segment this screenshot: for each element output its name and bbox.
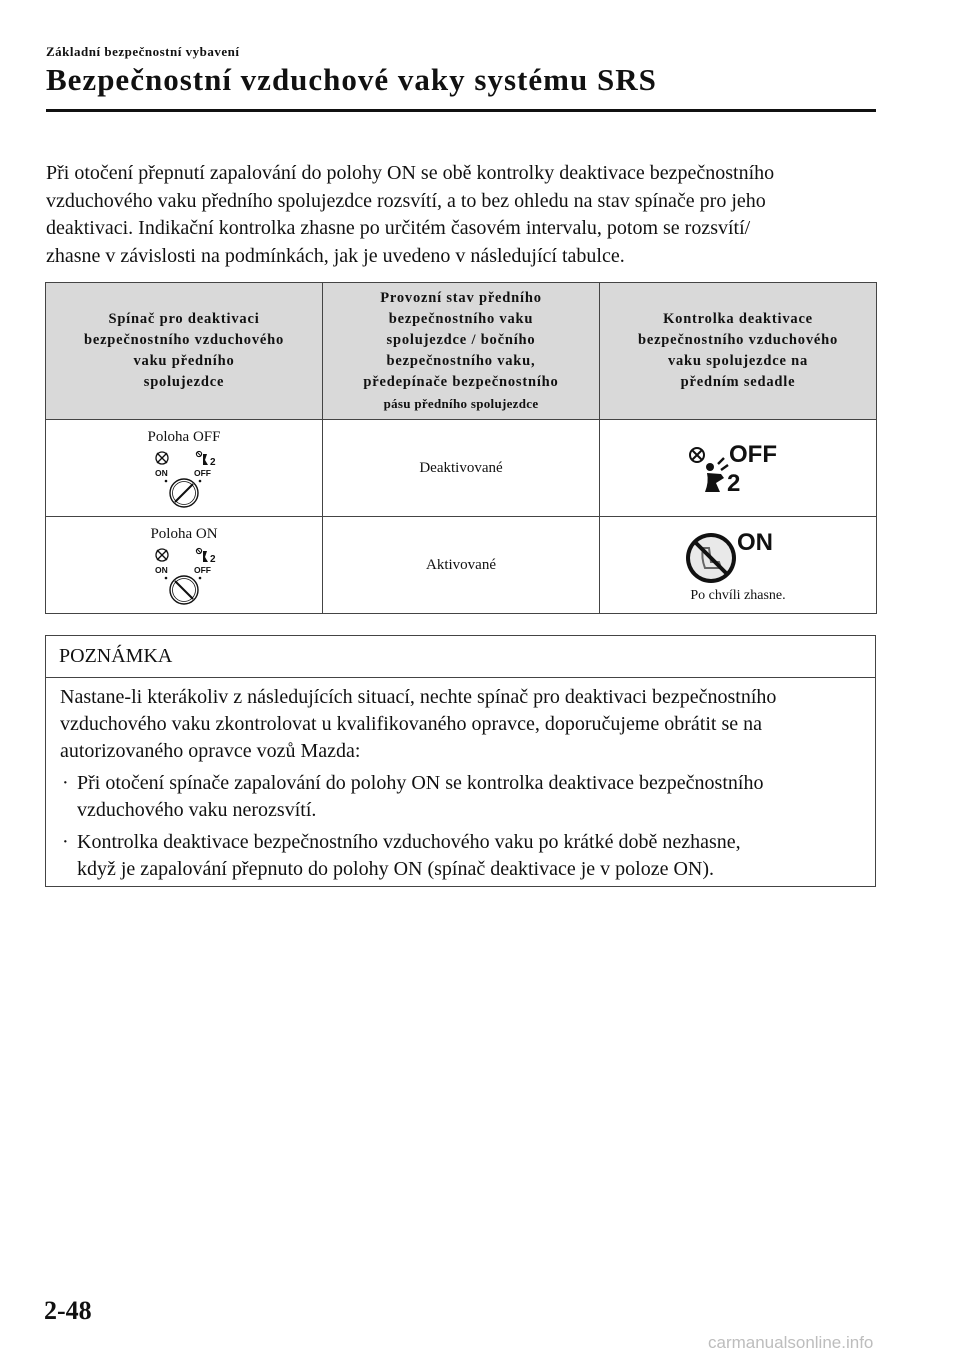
table-header-row — [46, 283, 877, 420]
header-line: bezpečnostního vzduchového — [83, 332, 285, 348]
indicator-on-text: ON — [737, 529, 773, 556]
note-bullet — [60, 770, 861, 824]
header-line: bezpečnostního vzduchového — [637, 332, 839, 348]
section-label: Základní bezpečnostní vybavení — [46, 44, 240, 59]
switch-position-label: Poloha ON — [150, 525, 218, 542]
header-line: spolujezdce / bočního — [386, 332, 536, 348]
switch-status-table — [45, 282, 877, 614]
header-line: předepínače bezpečnostního — [363, 374, 559, 390]
airbag-off-indicator-icon — [683, 436, 793, 500]
indicator-cell — [600, 420, 877, 517]
switch-icon-digit: 2 — [210, 456, 216, 468]
bullet-line: Kontrolka deaktivace bezpečnostního vzduchového vaku po krátké době nezhasne, — [77, 831, 741, 853]
note-bullet — [60, 829, 861, 883]
header-line: pásu předního spolujezdce — [383, 396, 539, 411]
note-box — [45, 635, 876, 887]
bullet-line: Při otočení spínače zapalování do polohy ON se kontrolka deaktivace bezpečnostního — [77, 772, 764, 794]
switch-cell — [46, 517, 323, 614]
deactivation-switch-on-icon — [144, 545, 224, 609]
header-line: Provozní stav předního — [380, 290, 542, 306]
switch-icon-digit: 2 — [210, 553, 216, 565]
indicator-note: Po chvíli zhasne. — [690, 588, 786, 603]
state-cell: Deaktivované — [323, 420, 600, 517]
header-state — [323, 283, 600, 420]
note-line: Nastane-li kterákoliv z následujících situací, nechte spínač pro deaktivaci bezpečnostního — [60, 686, 777, 708]
header-line: vaku spolujezdce na — [667, 353, 809, 369]
table-row — [46, 517, 877, 614]
intro-line: Při otočení přepnutí zapalování do polohy ON se obě kontrolky deaktivace bezpečnostního — [46, 162, 775, 184]
indicator-off-text: OFF — [729, 441, 777, 468]
header-indicator — [600, 283, 877, 420]
switch-position-label: Poloha OFF — [147, 428, 221, 445]
header-line: Kontrolka deaktivace — [663, 311, 813, 327]
indicator-digit: 2 — [727, 470, 741, 497]
deactivation-switch-off-icon — [144, 448, 224, 512]
intro-paragraph — [46, 160, 886, 270]
switch-cell — [46, 420, 323, 517]
switch-on-mark: ON — [155, 467, 168, 478]
bullet-dot: · — [62, 772, 69, 794]
switch-on-mark: ON — [155, 564, 168, 575]
bullet-dot: · — [62, 831, 69, 853]
switch-off-mark: OFF — [194, 467, 211, 478]
header-line: vaku předního — [133, 353, 235, 369]
intro-line: deaktivaci. Indikační kontrolka zhasne po určitém časovém intervalu, potom se rozsvítí/ — [46, 217, 751, 239]
switch-off-mark: OFF — [194, 564, 211, 575]
header-line: předním sedadle — [680, 374, 796, 390]
indicator-cell — [600, 517, 877, 614]
header-line: bezpečnostního vaku — [388, 311, 534, 327]
note-line: vzduchového vaku zkontrolovat u kvalifikovaného opravce, doporučujeme obrátit se na — [60, 713, 762, 735]
airbag-on-indicator-icon — [683, 526, 793, 586]
note-body — [46, 678, 875, 883]
header-line: Spínač pro deaktivaci — [108, 311, 260, 327]
page-title: Bezpečnostní vzduchové vaky systému SRS — [46, 62, 657, 97]
bullet-line: vzduchového vaku nerozsvítí. — [77, 799, 317, 821]
header-line: spolujezdce — [143, 374, 225, 390]
note-line: autorizovaného opravce vozů Mazda: — [60, 740, 361, 762]
intro-line: zhasne v závislosti na podmínkách, jak je uvedeno v následující tabulce. — [46, 244, 625, 267]
header-switch — [46, 283, 323, 420]
state-cell: Aktivované — [323, 517, 600, 614]
note-heading: POZNÁMKA — [46, 636, 875, 678]
page-number: 2-48 — [44, 1296, 92, 1325]
table-row — [46, 420, 877, 517]
bullet-line: když je zapalování přepnuto do polohy ON (spínač deaktivace je v poloze ON). — [77, 858, 715, 880]
intro-line: vzduchového vaku předního spolujezdce rozsvítí, a to bez ohledu na stav spínače pro jeho — [46, 189, 766, 212]
header-line: bezpečnostního vaku, — [386, 353, 536, 369]
watermark: carmanualsonline.info — [708, 1333, 874, 1352]
title-rule — [46, 109, 876, 112]
